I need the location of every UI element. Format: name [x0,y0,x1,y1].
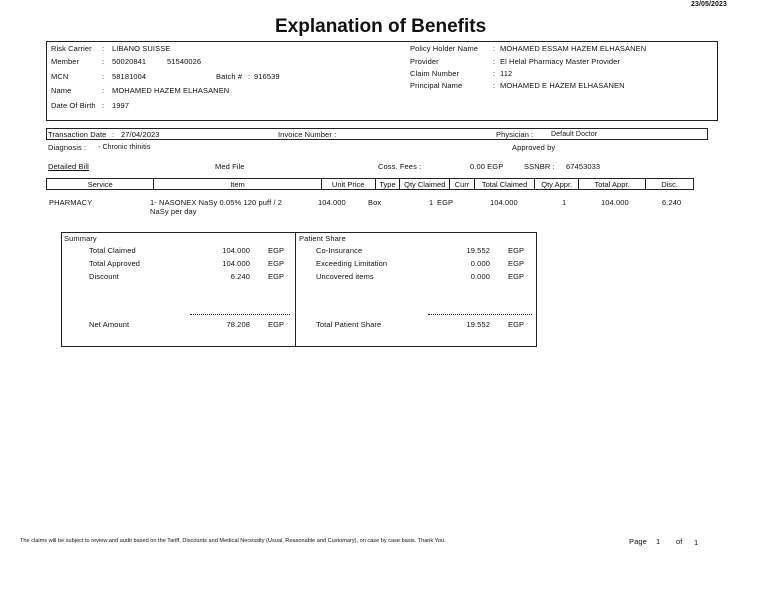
col-disc: Disc. [646,179,694,190]
exceeding-value: 0.000 [470,259,490,268]
member-id: 50020841 [112,57,147,66]
patient-total-label: Total Patient Share [316,320,382,329]
colon: : [493,69,496,78]
batch-value: 916539 [254,72,280,81]
exceeding-label: Exceeding Limitation [316,259,388,268]
colon: : [102,44,105,53]
coss-fees-value: 0.00 EGP [470,162,504,171]
policy-holder-label: Policy Holder Name [410,44,479,53]
summary-total-rule [190,314,290,315]
total-claimed-value: 104.000 [222,246,250,255]
col-total-claimed: Total Claimed [474,179,535,190]
dob-label: Date Of Birth [51,101,96,110]
row-service: PHARMACY [49,198,93,207]
col-type: Type [375,179,399,190]
row-total-claimed: 104.000 [490,198,518,207]
provider-label: Provider [410,57,439,66]
currency: EGP [508,320,525,329]
approved-by-label: Approved by [512,143,556,152]
provider-value: El Helal Pharmacy Master Provider [500,57,621,66]
summary-title: Summary [64,234,97,243]
page-label: Page [629,537,647,546]
member-label: Member [51,57,80,66]
principal-label: Principal Name [410,81,463,90]
row-total-appr: 104.000 [601,198,629,207]
colon: : [102,57,105,66]
col-unit-price: Unit Price [321,179,375,190]
print-date: 23/05/2023 [691,1,728,8]
page-number: 1 [656,537,661,546]
currency: EGP [508,272,525,281]
currency: EGP [508,259,525,268]
discount-value: 6.240 [230,272,250,281]
detailed-bill-label: Detailed Bill [48,162,89,171]
mcn-label: MCN [51,72,69,81]
col-qty-claimed: Qty Claimed [400,179,450,190]
diagnosis-value: - Chronic rhinitis [98,144,151,151]
row-qty-claimed: 1 [429,198,434,207]
row-unit-price: 104.000 [318,198,346,207]
colon: : [493,44,496,53]
currency: EGP [268,246,285,255]
row-item-line1: 1- NASONEX NaSy 0.05% 120 puff / 2 [150,198,283,207]
uncovered-label: Uncovered items [316,272,374,281]
patient-total-rule [428,314,532,315]
net-amount-value: 78.208 [226,320,250,329]
row-curr: EGP [437,198,454,207]
colon: : [493,57,496,66]
transaction-date-label: Transaction Date [48,130,107,139]
net-amount-label: Net Amount [89,320,130,329]
mcn-value: 58181004 [112,72,147,81]
name-value: MOHAMED HAZEM ELHASANEN [112,86,230,95]
currency: EGP [268,320,285,329]
total-approved-value: 104.000 [222,259,250,268]
physician-label: Physician : [496,130,534,139]
row-qty-appr: 1 [562,198,567,207]
colon: : [102,72,105,81]
col-total-appr: Total Appr. [579,179,646,190]
row-item-line2: NaSy per day [150,207,197,216]
principal-value: MOHAMED E HAZEM ELHASANEN [500,81,625,90]
policy-holder-value: MOHAMED ESSAM HAZEM ELHASANEN [500,44,647,53]
col-item: Item [154,179,321,190]
colon: : [112,130,115,139]
page-title: Explanation of Benefits [275,16,487,37]
physician-value: Default Doctor [551,131,598,138]
total-pages: 1 [694,538,699,547]
med-file-label: Med File [215,162,245,171]
patient-total-value: 19.552 [466,320,490,329]
currency: EGP [268,272,285,281]
claim-number-value: 112 [500,69,513,78]
total-approved-label: Total Approved [89,259,141,268]
row-type: Box [368,198,382,207]
currency: EGP [268,259,285,268]
col-qty-appr: Qty Appr. [535,179,579,190]
colon: : [493,81,496,90]
colon: : [102,86,105,95]
batch-label: Batch # [216,72,243,81]
invoice-number-label: Invoice Number : [278,130,337,139]
colon: : [102,101,105,110]
ssnbr-label: SSNBR : [524,162,555,171]
row-disc: 6.240 [662,198,682,207]
co-insurance-label: Co-Insurance [316,246,363,255]
service-table-header [46,178,694,190]
patient-share-title: Patient Share [299,234,346,243]
col-curr: Curr [450,179,474,190]
col-service: Service [47,179,154,190]
member-id-secondary: 51540026 [167,57,202,66]
discount-label: Discount [89,272,119,281]
diagnosis-label: Diagnosis : [48,143,87,152]
claim-number-label: Claim Number [410,69,460,78]
coss-fees-label: Coss. Fees : [378,162,422,171]
dob-value: 1997 [112,101,130,110]
risk-carrier-value: LIBANO SUISSE [112,44,171,53]
transaction-date-value: 27/04/2023 [121,130,160,139]
uncovered-value: 0.000 [470,272,490,281]
of-label: of [676,537,683,546]
currency: EGP [508,246,525,255]
co-insurance-value: 19.552 [466,246,490,255]
footer-disclaimer: The claims will be subject to review and audit based on the Tariff, Discounts and Medical Necessity (Usual, Reasonable and Customary), on case by case basis. Thank You. [20,538,446,544]
ssnbr-value: 67453033 [566,162,601,171]
summary-divider [295,232,296,347]
colon: : [248,72,251,81]
risk-carrier-label: Risk Carrier [51,44,92,53]
total-claimed-label: Total Claimed [89,246,136,255]
name-label: Name [51,86,72,95]
